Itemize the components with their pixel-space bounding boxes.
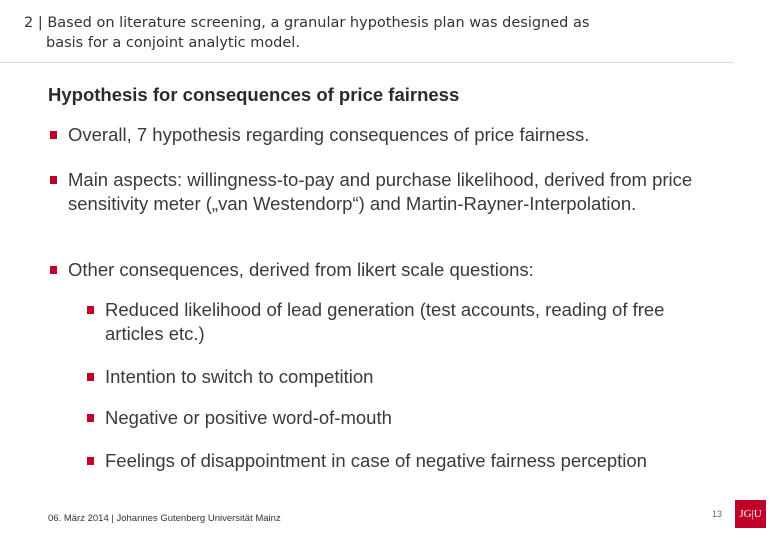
header-divider — [0, 62, 734, 63]
header-line-1: 2 | Based on literature screening, a granular hypothesis plan was designed as — [24, 15, 590, 31]
sub-bullet-item — [87, 298, 727, 346]
sub-bullet-item — [87, 406, 727, 430]
header-line-2: basis for a conjoint analytic model. — [46, 35, 300, 51]
slide-footer: 06. März 2014 | Johannes Gutenberg Universität Mainz — [48, 513, 281, 524]
bullet-square-icon — [87, 457, 94, 465]
bullet-item — [50, 123, 710, 147]
bullet-square-icon — [50, 176, 57, 184]
bullet-square-icon — [87, 306, 94, 314]
university-logo-icon — [735, 500, 766, 528]
sub-bullet-text: Reduced likelihood of lead generation (test accounts, reading of free articles etc.) — [105, 299, 665, 344]
bullet-square-icon — [50, 266, 57, 274]
bullet-item — [50, 258, 710, 282]
sub-bullet-item — [87, 365, 727, 389]
slide-header — [24, 13, 674, 53]
sub-bullet-text: Feelings of disappointment in case of negative fairness perception — [105, 450, 647, 471]
bullet-square-icon — [50, 131, 57, 139]
slide-title: Hypothesis for consequences of price fairness — [48, 84, 460, 105]
bullet-square-icon — [87, 373, 94, 381]
bullet-text: Main aspects: willingness-to-pay and purchase likelihood, derived from price sensitivity meter („van Westendorp“) and Martin-Rayner-Interpolation. — [68, 169, 693, 214]
sub-bullet-item — [87, 449, 727, 473]
sub-bullet-text: Negative or positive word-of-mouth — [105, 407, 392, 428]
bullet-text: Other consequences, derived from likert scale questions: — [68, 259, 534, 280]
bullet-text: Overall, 7 hypothesis regarding consequences of price fairness. — [68, 124, 590, 145]
bullet-item — [50, 168, 710, 216]
page-number: 13 — [712, 509, 723, 519]
sub-bullet-text: Intention to switch to competition — [105, 366, 374, 387]
bullet-square-icon — [87, 414, 94, 422]
logo-text: JG|U — [739, 508, 762, 520]
